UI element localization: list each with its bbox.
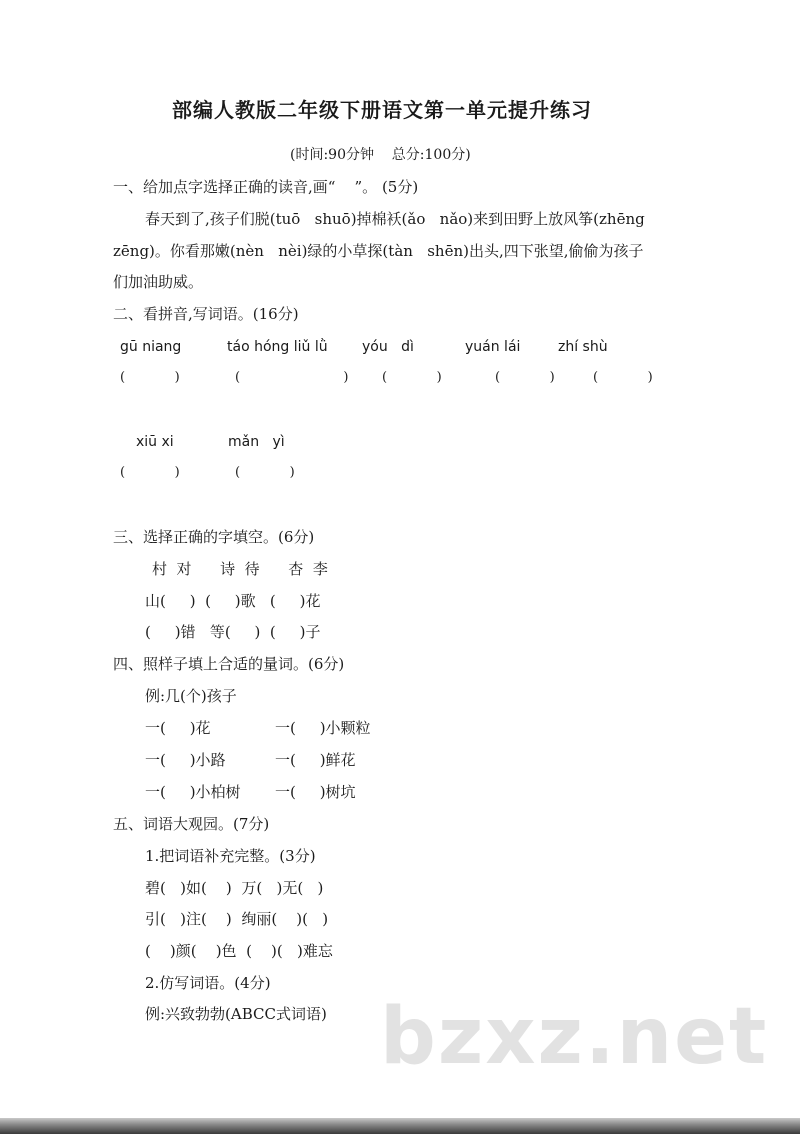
section-4-heading: 四、照样子填上合适的量词。(6分) <box>113 655 345 673</box>
pinyin-item: gū niang <box>120 339 182 355</box>
measure-word-item: 一( )花 <box>145 719 211 737</box>
measure-word-item: 一( )鲜花 <box>275 751 356 769</box>
pinyin-item: yuán lái <box>465 339 521 355</box>
section-5-subheading-1: 1.把词语补充完整。(3分) <box>145 847 316 865</box>
pinyin-item: zhí shù <box>558 339 608 355</box>
pinyin-item: mǎn yì <box>228 434 285 450</box>
section-1-line-3: 们加油助威。 <box>113 273 204 291</box>
idiom-line-3: ( )颜( )色 ( )( )难忘 <box>145 942 333 960</box>
section-2-heading: 二、看拼音,写词语。(16分) <box>113 305 299 323</box>
imitation-example: 例:兴致勃勃(ABCC式词语) <box>145 1005 327 1023</box>
section-1-line-2: zēng)。你看那嫩(nèn nèi)绿的小草探(tàn shēn)出头,四下张望,偷偷为孩子 <box>113 242 644 260</box>
section-5-heading: 五、词语大观园。(7分) <box>113 815 270 833</box>
pinyin-item: yóu dì <box>362 339 414 355</box>
measure-word-item: 一( )小颗粒 <box>275 719 371 737</box>
pinyin-item: xiū xi <box>136 434 174 450</box>
answer-blank[interactable]: ( ) <box>235 465 295 480</box>
section-1-line-1: 春天到了,孩子们脱(tuō shuō)掉棉袄(ǎo nǎo)来到田野上放风筝(zhēng <box>145 210 645 228</box>
character-choices: 村 对 诗 待 杏 李 <box>152 560 328 578</box>
section-1-heading: 一、给加点字选择正确的读音,画“ ”。 (5分) <box>113 178 419 196</box>
fill-line-1: 山( ) ( )歌 ( )花 <box>145 592 321 610</box>
section-3-heading: 三、选择正确的字填空。(6分) <box>113 528 315 546</box>
idiom-line-2: 引( )注( ) 绚丽( )( ) <box>145 910 329 928</box>
section-5-subheading-2: 2.仿写词语。(4分) <box>145 974 271 992</box>
fill-line-2: ( )错 等( ) ( )子 <box>145 623 321 641</box>
answer-blank[interactable]: ( ) <box>120 370 180 385</box>
page-subtitle: (时间:90分钟 总分:100分) <box>290 147 471 163</box>
answer-blank[interactable]: ( ) <box>593 370 653 385</box>
page-title: 部编人教版二年级下册语文第一单元提升练习 <box>172 98 592 122</box>
measure-word-item: 一( )小路 <box>145 751 226 769</box>
answer-blank[interactable]: ( ) <box>235 370 349 385</box>
idiom-line-1: 碧( )如( ) 万( )无( ) <box>145 879 324 897</box>
answer-blank[interactable]: ( ) <box>382 370 442 385</box>
measure-word-item: 一( )树坑 <box>275 783 356 801</box>
measure-word-item: 一( )小柏树 <box>145 783 241 801</box>
viewer-bottom-bar <box>0 1118 800 1134</box>
answer-blank[interactable]: ( ) <box>120 465 180 480</box>
answer-blank[interactable]: ( ) <box>495 370 555 385</box>
pinyin-item: táo hóng liǔ lǜ <box>227 339 328 355</box>
measure-word-example: 例:几(个)孩子 <box>145 687 237 705</box>
watermark: bzxz.net <box>380 992 769 1082</box>
